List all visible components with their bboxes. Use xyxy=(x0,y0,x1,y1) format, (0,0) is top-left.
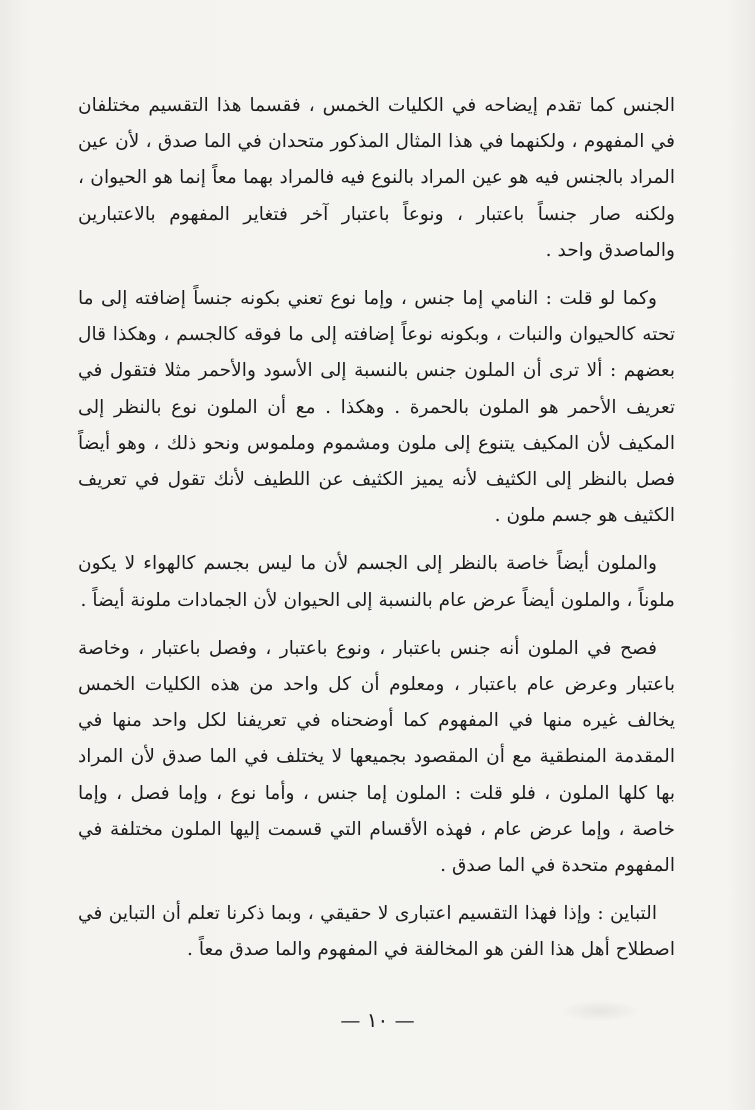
paragraph-5: التباين : وإذا فهذا التقسيم اعتبارى لا حقيقي ، وبما ذكرنا تعلم أن التباين في اصطلاح أهل هذا الفن هو المخالفة في المفهوم والما صدق معاً . xyxy=(78,903,675,961)
body-text xyxy=(78,88,675,981)
paragraph-3: والملون أيضاً خاصة بالنظر إلى الجسم لأن ما ليس بجسم كالهواء لا يكون ملوناً ، والملون أيضاً عرض عام بالنسبة إلى الحيوان لأن الجمادات ملونة أيضاً . xyxy=(78,553,675,611)
page-number: — ١٠ — xyxy=(340,1008,415,1032)
paragraph-4: فصح في الملون أنه جنس باعتبار ، ونوع باعتبار ، وفصل باعتبار ، وخاصة باعتبار وعرض عام باعتبار ، ومعلوم أن كل واحد من هذه الكليات الخمس يخالف غيره منها في المفهوم كما أوضحناه في تعريفنا لكل واحد منها في المقدمة المنطقية مع أن المقصود بجميعها لا يختلف في الما صدق لأن المراد بها كلها الملون ، فلو قلت : الملون إما جنس ، وأما نوع ، وإما فصل ، وإما خاصة ، وإما عرض عام ، فهذه الأقسام التي قسمت إليها الملون مختلفة في المفهوم متحدة في الما صدق . xyxy=(78,637,675,877)
paragraph-2: وكما لو قلت : النامي إما جنس ، وإما نوع تعني بكونه جنساً إضافته إلى ما تحته كالحيوان والنبات ، وبكونه نوعاً إضافته إلى ما فوقه كالجسم ، وهكذا قال بعضهم : ألا ترى أن الملون جنس بالنسبة إلى الأسود والأحمر مثلا فتقول في تعريف الأحمر هو الملون بالحمرة . وهكذا . مع أن الملون نوع بالنظر إلى المكيف لأن المكيف يتنوع إلى ملون ومشموم وملموس ونحو ذلك ، وهو أيضاً فصل بالنظر إلى الكثيف لأنه يميز الكثيف عن اللطيف لأنك تقول في تعريف الكثيف هو جسم ملون . xyxy=(78,288,675,527)
paragraph-1: الجنس كما تقدم إيضاحه في الكليات الخمس ، فقسما هذا التقسيم مختلفان في المفهوم ، ولكنهما في هذا المثال المذكور متحدان في الما صدق ، لأن عين المراد بالجنس فيه هو عين المراد بالنوع فيه فالمراد بهما معاً إنما هو الحيوان ، ولكنه صار جنساً باعتبار ، ونوعاً باعتبار آخر فتغاير المفهوم بالاعتبارين والماصدق واحد . xyxy=(78,95,675,261)
